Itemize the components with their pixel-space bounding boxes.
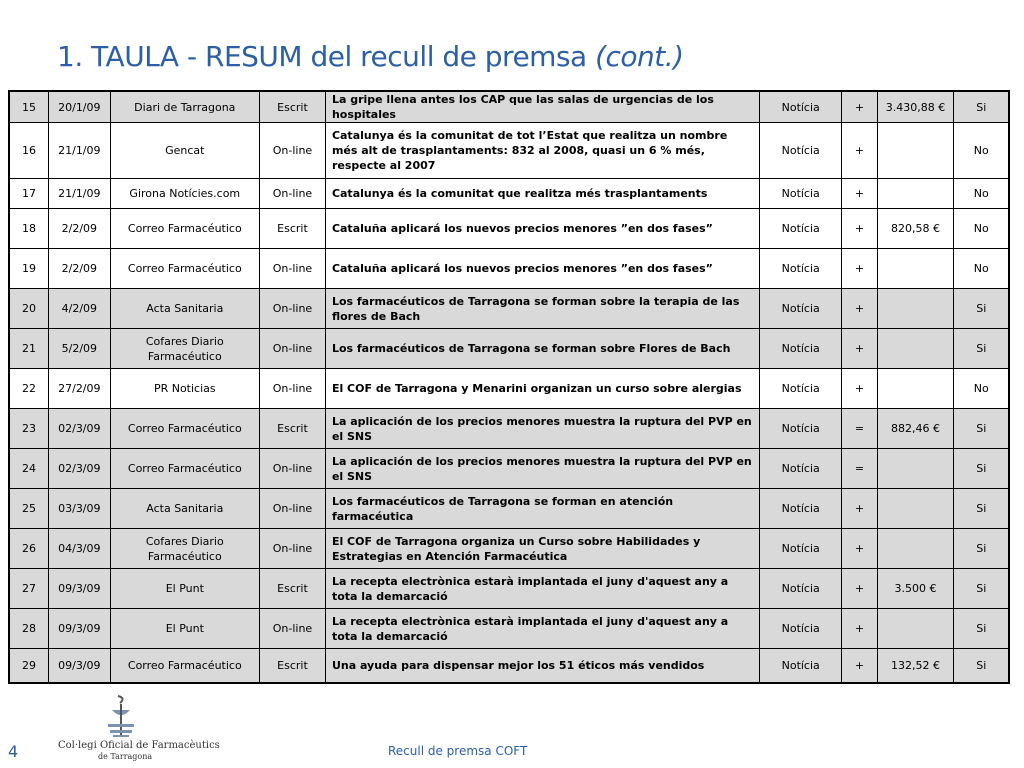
cell-sign: = [842, 449, 877, 489]
footer-text: Recull de premsa COFT [388, 744, 528, 758]
table-row [9, 179, 1009, 209]
cell-type: On-line [260, 249, 326, 289]
cell-date: 02/3/09 [49, 449, 111, 489]
cell-type: Escrit [260, 209, 326, 249]
page-number: 4 [8, 742, 19, 761]
cell-type: On-line [260, 123, 326, 179]
cell-value: 3.430,88 € [877, 91, 954, 123]
table-row [9, 369, 1009, 409]
cell-value [877, 369, 954, 409]
table-row [9, 649, 1009, 683]
cell-number: 29 [9, 649, 49, 683]
cell-yes-no: Si [954, 329, 1009, 369]
cell-media: Correo Farmacéutico [110, 249, 259, 289]
cell-number: 18 [9, 209, 49, 249]
cell-type: On-line [260, 489, 326, 529]
table-row [9, 409, 1009, 449]
cell-yes-no: No [954, 369, 1009, 409]
table-row [9, 489, 1009, 529]
cell-sign: + [842, 91, 877, 123]
cell-value: 882,46 € [877, 409, 954, 449]
cell-category: Notícia [760, 449, 842, 489]
cell-headline: Catalunya és la comunitat de tot l’Estat que realitza un nombre més alt de trasplantaments: 832 al 2008, quasi un 6 % més, respecte al 2007 [325, 123, 759, 179]
cell-number: 25 [9, 489, 49, 529]
cell-category: Notícia [760, 289, 842, 329]
cell-yes-no: Si [954, 289, 1009, 329]
cell-headline: Los farmacéuticos de Tarragona se forman sobre Flores de Bach [325, 329, 759, 369]
cell-type: On-line [260, 609, 326, 649]
cell-date: 2/2/09 [49, 249, 111, 289]
cell-media: Diari de Tarragona [110, 91, 259, 123]
cell-media: Correo Farmacéutico [110, 449, 259, 489]
cell-yes-no: Si [954, 609, 1009, 649]
cell-headline: Cataluña aplicará los nuevos precios menores ”en dos fases” [325, 249, 759, 289]
cell-value: 3.500 € [877, 569, 954, 609]
cell-category: Notícia [760, 529, 842, 569]
cell-category: Notícia [760, 329, 842, 369]
logo-name: Col·legi Oficial de Farmacèutics [58, 740, 220, 751]
cell-yes-no: Si [954, 489, 1009, 529]
cell-yes-no: No [954, 123, 1009, 179]
table-row [9, 249, 1009, 289]
cell-media: Cofares Diario Farmacéutico [110, 529, 259, 569]
cell-category: Notícia [760, 209, 842, 249]
cell-value [877, 289, 954, 329]
cell-type: On-line [260, 449, 326, 489]
cell-date: 2/2/09 [49, 209, 111, 249]
cell-number: 26 [9, 529, 49, 569]
cell-value [877, 489, 954, 529]
cell-headline: La aplicación de los precios menores muestra la ruptura del PVP en el SNS [325, 409, 759, 449]
cell-media: El Punt [110, 609, 259, 649]
cell-yes-no: Si [954, 529, 1009, 569]
cell-media: Acta Sanitaria [110, 489, 259, 529]
cell-yes-no: Si [954, 449, 1009, 489]
cell-media: Correo Farmacéutico [110, 649, 259, 683]
table-row [9, 569, 1009, 609]
cell-sign: + [842, 123, 877, 179]
cell-category: Notícia [760, 649, 842, 683]
cell-sign: + [842, 569, 877, 609]
cell-date: 02/3/09 [49, 409, 111, 449]
cell-number: 19 [9, 249, 49, 289]
cell-category: Notícia [760, 409, 842, 449]
cell-type: On-line [260, 369, 326, 409]
cell-headline: Los farmacéuticos de Tarragona se forman sobre la terapia de las flores de Bach [325, 289, 759, 329]
cell-date: 09/3/09 [49, 649, 111, 683]
cell-yes-no: No [954, 179, 1009, 209]
cell-category: Notícia [760, 369, 842, 409]
cell-date: 20/1/09 [49, 91, 111, 123]
cell-date: 4/2/09 [49, 289, 111, 329]
cell-headline: Una ayuda para dispensar mejor los 51 éticos más vendidos [325, 649, 759, 683]
cell-media: Correo Farmacéutico [110, 209, 259, 249]
cell-sign: + [842, 529, 877, 569]
cell-media: PR Noticias [110, 369, 259, 409]
page-title [57, 40, 684, 73]
cell-headline: Cataluña aplicará los nuevos precios menores ”en dos fases” [325, 209, 759, 249]
cell-type: Escrit [260, 569, 326, 609]
cell-headline: Los farmacéuticos de Tarragona se forman en atención farmacéutica [325, 489, 759, 529]
cell-media: Acta Sanitaria [110, 289, 259, 329]
cell-value [877, 179, 954, 209]
cell-media: Gencat [110, 123, 259, 179]
cell-media: Correo Farmacéutico [110, 409, 259, 449]
cell-number: 20 [9, 289, 49, 329]
cell-yes-no: No [954, 249, 1009, 289]
cell-type: Escrit [260, 91, 326, 123]
cell-category: Notícia [760, 249, 842, 289]
cell-value [877, 449, 954, 489]
cell-number: 15 [9, 91, 49, 123]
coft-logo [58, 694, 220, 764]
cell-type: On-line [260, 179, 326, 209]
cell-type: On-line [260, 289, 326, 329]
cell-sign: + [842, 369, 877, 409]
cell-media: El Punt [110, 569, 259, 609]
cell-type: On-line [260, 529, 326, 569]
table-row [9, 449, 1009, 489]
table-row [9, 609, 1009, 649]
cell-value [877, 123, 954, 179]
cell-sign: + [842, 609, 877, 649]
cell-value [877, 609, 954, 649]
press-summary-table [8, 90, 1010, 684]
cell-number: 23 [9, 409, 49, 449]
cell-media: Girona Notícies.com [110, 179, 259, 209]
cell-number: 17 [9, 179, 49, 209]
cell-sign: + [842, 489, 877, 529]
cell-sign: + [842, 649, 877, 683]
cell-category: Notícia [760, 569, 842, 609]
title-main: 1. TAULA - RESUM del recull de premsa [57, 40, 596, 73]
cell-date: 21/1/09 [49, 123, 111, 179]
cell-media: Cofares Diario Farmacéutico [110, 329, 259, 369]
table-row [9, 289, 1009, 329]
table-row [9, 123, 1009, 179]
cell-headline: La aplicación de los precios menores muestra la ruptura del PVP en el SNS [325, 449, 759, 489]
logo-city: de Tarragona [98, 752, 153, 761]
table-row [9, 329, 1009, 369]
cell-sign: + [842, 329, 877, 369]
cell-number: 22 [9, 369, 49, 409]
cell-number: 28 [9, 609, 49, 649]
cell-category: Notícia [760, 179, 842, 209]
cell-sign: + [842, 179, 877, 209]
cell-headline: La gripe llena antes los CAP que las salas de urgencias de los hospitales [325, 91, 759, 123]
cell-type: Escrit [260, 649, 326, 683]
cell-headline: La recepta electrònica estarà implantada el juny d'aquest any a tota la demarcació [325, 609, 759, 649]
cell-category: Notícia [760, 489, 842, 529]
cell-date: 04/3/09 [49, 529, 111, 569]
cell-yes-no: Si [954, 409, 1009, 449]
cell-sign: + [842, 249, 877, 289]
cell-date: 03/3/09 [49, 489, 111, 529]
table-body [9, 91, 1009, 683]
cell-date: 09/3/09 [49, 569, 111, 609]
cell-headline: Catalunya és la comunitat que realitza més trasplantaments [325, 179, 759, 209]
cell-value: 132,52 € [877, 649, 954, 683]
table-row [9, 91, 1009, 123]
title-cont: (cont.) [595, 40, 684, 73]
cell-sign: + [842, 289, 877, 329]
cell-date: 5/2/09 [49, 329, 111, 369]
cell-yes-no: Si [954, 569, 1009, 609]
cell-yes-no: No [954, 209, 1009, 249]
cell-category: Notícia [760, 91, 842, 123]
cell-headline: El COF de Tarragona organiza un Curso sobre Habilidades y Estrategias en Atención Farmacéutica [325, 529, 759, 569]
cell-yes-no: Si [954, 649, 1009, 683]
cell-sign: + [842, 209, 877, 249]
cell-number: 24 [9, 449, 49, 489]
cell-number: 21 [9, 329, 49, 369]
bowl-of-hygieia-icon [58, 694, 188, 740]
cell-headline: El COF de Tarragona y Menarini organizan un curso sobre alergias [325, 369, 759, 409]
table-row [9, 529, 1009, 569]
cell-value [877, 329, 954, 369]
cell-sign: = [842, 409, 877, 449]
cell-value [877, 249, 954, 289]
cell-headline: La recepta electrònica estarà implantada el juny d'aquest any a tota la demarcació [325, 569, 759, 609]
cell-type: On-line [260, 329, 326, 369]
cell-date: 27/2/09 [49, 369, 111, 409]
cell-value: 820,58 € [877, 209, 954, 249]
cell-value [877, 529, 954, 569]
table-row [9, 209, 1009, 249]
cell-category: Notícia [760, 609, 842, 649]
cell-date: 09/3/09 [49, 609, 111, 649]
cell-yes-no: Si [954, 91, 1009, 123]
cell-category: Notícia [760, 123, 842, 179]
cell-date: 21/1/09 [49, 179, 111, 209]
cell-type: Escrit [260, 409, 326, 449]
cell-number: 27 [9, 569, 49, 609]
cell-number: 16 [9, 123, 49, 179]
